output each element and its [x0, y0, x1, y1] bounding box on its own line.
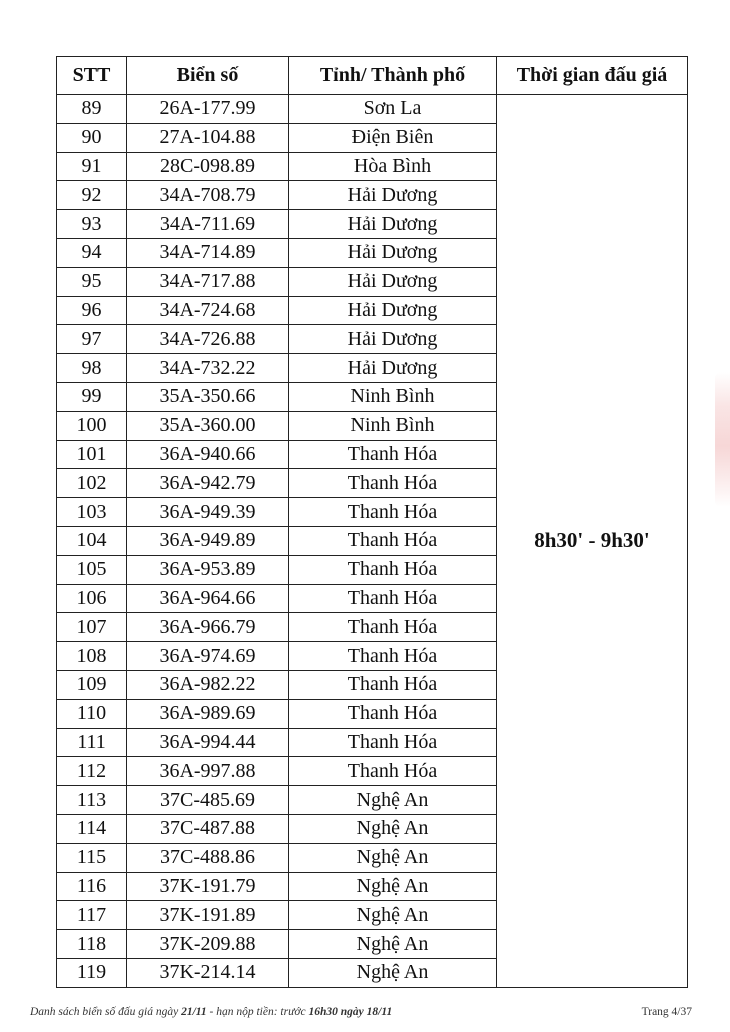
- cell-province: Hải Dương: [289, 210, 497, 239]
- cell-plate: 36A-949.89: [127, 526, 289, 555]
- cell-plate: 36A-994.44: [127, 728, 289, 757]
- cell-province: Hải Dương: [289, 267, 497, 296]
- cell-province: Thanh Hóa: [289, 757, 497, 786]
- cell-province: Nghệ An: [289, 786, 497, 815]
- plate-auction-table: [56, 56, 688, 988]
- cell-province: Thanh Hóa: [289, 642, 497, 671]
- cell-province: Hải Dương: [289, 296, 497, 325]
- cell-province: Hải Dương: [289, 238, 497, 267]
- cell-province: Nghệ An: [289, 814, 497, 843]
- cell-plate: 37K-191.79: [127, 872, 289, 901]
- cell-stt: 103: [57, 498, 127, 527]
- footer-note-deadline: 16h30 ngày 18/11: [308, 1006, 393, 1018]
- table-body: [57, 95, 688, 988]
- cell-province: Thanh Hóa: [289, 498, 497, 527]
- cell-stt: 101: [57, 440, 127, 469]
- cell-province: Hải Dương: [289, 354, 497, 383]
- cell-auction-time: 8h30' - 9h30': [497, 95, 688, 988]
- cell-province: Nghệ An: [289, 930, 497, 959]
- cell-province: Điện Biên: [289, 123, 497, 152]
- cell-province: Thanh Hóa: [289, 584, 497, 613]
- cell-province: Nghệ An: [289, 901, 497, 930]
- header-province: Tỉnh/ Thành phố: [289, 57, 497, 95]
- cell-stt: 92: [57, 181, 127, 210]
- cell-province: Thanh Hóa: [289, 526, 497, 555]
- cell-stt: 106: [57, 584, 127, 613]
- cell-plate: 34A-732.22: [127, 354, 289, 383]
- cell-stt: 119: [57, 958, 127, 987]
- cell-province: Thanh Hóa: [289, 555, 497, 584]
- cell-plate: 37C-485.69: [127, 786, 289, 815]
- cell-province: Thanh Hóa: [289, 670, 497, 699]
- margin-stamp-mark: [715, 372, 730, 507]
- cell-stt: 90: [57, 123, 127, 152]
- cell-stt: 91: [57, 152, 127, 181]
- table-header-row: [57, 57, 688, 95]
- cell-plate: 36A-966.79: [127, 613, 289, 642]
- cell-plate: 36A-989.69: [127, 699, 289, 728]
- header-stt: STT: [57, 57, 127, 95]
- cell-stt: 114: [57, 814, 127, 843]
- cell-plate: 36A-953.89: [127, 555, 289, 584]
- cell-province: Nghệ An: [289, 872, 497, 901]
- cell-stt: 104: [57, 526, 127, 555]
- cell-plate: 37K-191.89: [127, 901, 289, 930]
- cell-stt: 95: [57, 267, 127, 296]
- cell-plate: 37K-209.88: [127, 930, 289, 959]
- cell-province: Ninh Bình: [289, 382, 497, 411]
- cell-plate: 34A-717.88: [127, 267, 289, 296]
- cell-plate: 34A-724.68: [127, 296, 289, 325]
- cell-plate: 34A-726.88: [127, 325, 289, 354]
- cell-plate: 36A-997.88: [127, 757, 289, 786]
- cell-plate: 35A-350.66: [127, 382, 289, 411]
- cell-stt: 112: [57, 757, 127, 786]
- footer-note-date: 21/11: [181, 1006, 207, 1018]
- cell-plate: 26A-177.99: [127, 95, 289, 124]
- header-plate: Biển số: [127, 57, 289, 95]
- cell-plate: 37C-487.88: [127, 814, 289, 843]
- cell-province: Hòa Bình: [289, 152, 497, 181]
- cell-province: Thanh Hóa: [289, 699, 497, 728]
- cell-province: Thanh Hóa: [289, 469, 497, 498]
- cell-province: Thanh Hóa: [289, 613, 497, 642]
- cell-stt: 117: [57, 901, 127, 930]
- cell-stt: 102: [57, 469, 127, 498]
- footer-note: [30, 1006, 392, 1018]
- cell-plate: 37K-214.14: [127, 958, 289, 987]
- cell-plate: 36A-974.69: [127, 642, 289, 671]
- footer-note-middle: - hạn nộp tiền: trước: [209, 1006, 306, 1018]
- cell-stt: 115: [57, 843, 127, 872]
- cell-plate: 34A-708.79: [127, 181, 289, 210]
- cell-stt: 98: [57, 354, 127, 383]
- cell-stt: 110: [57, 699, 127, 728]
- cell-province: Nghệ An: [289, 958, 497, 987]
- cell-stt: 100: [57, 411, 127, 440]
- cell-plate: 36A-942.79: [127, 469, 289, 498]
- cell-stt: 111: [57, 728, 127, 757]
- cell-stt: 116: [57, 872, 127, 901]
- cell-plate: 36A-940.66: [127, 440, 289, 469]
- footer-note-prefix: Danh sách biển số đấu giá ngày: [30, 1006, 179, 1018]
- cell-plate: 36A-949.39: [127, 498, 289, 527]
- cell-province: Ninh Bình: [289, 411, 497, 440]
- cell-plate: 37C-488.86: [127, 843, 289, 872]
- cell-stt: 105: [57, 555, 127, 584]
- cell-stt: 94: [57, 238, 127, 267]
- cell-province: Hải Dương: [289, 325, 497, 354]
- cell-plate: 36A-964.66: [127, 584, 289, 613]
- cell-plate: 28C-098.89: [127, 152, 289, 181]
- cell-stt: 108: [57, 642, 127, 671]
- page-number: Trang 4/37: [641, 1006, 692, 1018]
- cell-province: Nghệ An: [289, 843, 497, 872]
- cell-plate: 36A-982.22: [127, 670, 289, 699]
- cell-stt: 96: [57, 296, 127, 325]
- cell-plate: 34A-714.89: [127, 238, 289, 267]
- cell-stt: 93: [57, 210, 127, 239]
- cell-province: Thanh Hóa: [289, 440, 497, 469]
- page-footer: [30, 1006, 692, 1018]
- cell-plate: 35A-360.00: [127, 411, 289, 440]
- table-row: [57, 95, 688, 124]
- cell-plate: 27A-104.88: [127, 123, 289, 152]
- cell-stt: 97: [57, 325, 127, 354]
- cell-province: Thanh Hóa: [289, 728, 497, 757]
- cell-stt: 99: [57, 382, 127, 411]
- cell-province: Sơn La: [289, 95, 497, 124]
- cell-stt: 109: [57, 670, 127, 699]
- cell-stt: 113: [57, 786, 127, 815]
- cell-stt: 107: [57, 613, 127, 642]
- header-auction-time: Thời gian đấu giá: [497, 57, 688, 95]
- cell-province: Hải Dương: [289, 181, 497, 210]
- cell-stt: 89: [57, 95, 127, 124]
- cell-plate: 34A-711.69: [127, 210, 289, 239]
- cell-stt: 118: [57, 930, 127, 959]
